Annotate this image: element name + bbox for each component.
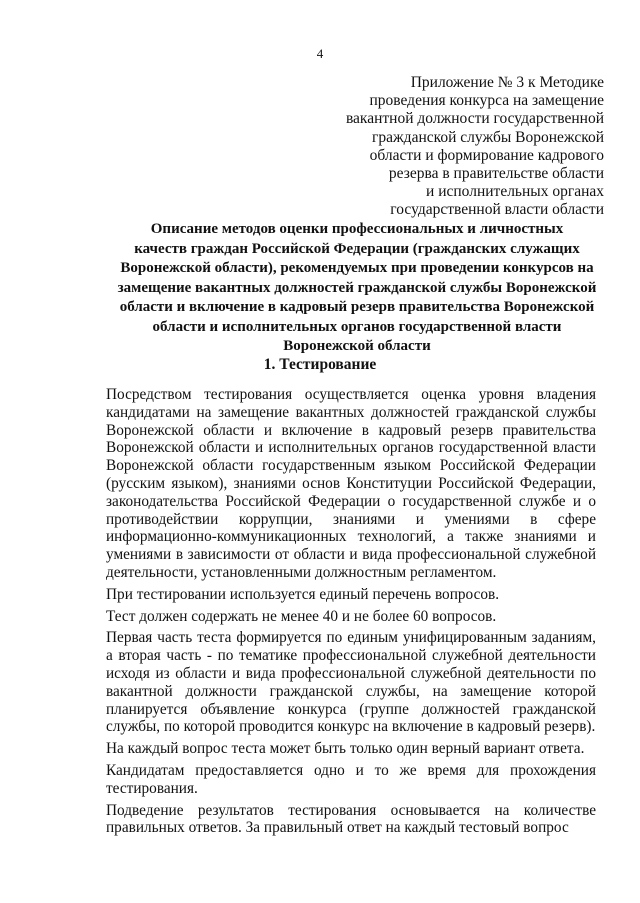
document-title — [100, 220, 614, 357]
appendix-line: гражданской службы Воронежской — [371, 128, 604, 146]
paragraph: Первая часть теста формируется по единым унифицированным заданиям, а вторая часть - по тематике профессиональной служебной деятельности исходя из области и вида профессиональной служебной деятельности по вакантной должности гражданской службы, на замещение которой планируется объявление конкурса (группе должностей гражданской службы, по которой проводится конкурс на включение в кадровый резерв). — [106, 629, 596, 736]
paragraph: При тестировании используется единый перечень вопросов. — [106, 585, 500, 603]
appendix-line: государственной власти области — [390, 201, 604, 219]
paragraph: Подведение результатов тестирования основывается на количестве правильных ответов. За правильный ответ на каждый тестовый вопрос — [106, 801, 596, 837]
appendix-line: области и формирование кадрового — [369, 146, 604, 164]
appendix-line: проведения конкурса на замещение — [369, 92, 604, 110]
title-line: области и исполнительных органов государственной власти — [152, 318, 562, 335]
paragraph: Тест должен содержать не менее 40 и не более 60 вопросов. — [106, 607, 497, 625]
body-text — [106, 386, 596, 841]
page-number: 4 — [316, 46, 324, 61]
paragraph: Кандидатам предоставляется одно и то же время для прохождения тестирования. — [106, 761, 596, 797]
appendix-line: и исполнительных органах — [426, 183, 604, 201]
section-heading: 1. Тестирование — [263, 356, 377, 373]
title-line: Воронежской области), рекомендуемых при проведении конкурсов на — [120, 260, 594, 276]
title-line: замещение вакантных должностей гражданской службы Воронежской — [117, 279, 597, 296]
appendix-reference — [304, 74, 604, 220]
appendix-line: Приложение № 3 к Методике — [410, 74, 604, 91]
title-line: Воронежской области — [283, 338, 431, 354]
title-line: качеств граждан Российской Федерации (гражданских служащих — [134, 240, 580, 257]
appendix-line: вакантной должности государственной — [345, 110, 604, 128]
appendix-line: резерва в правительстве области — [388, 165, 604, 183]
paragraph: Посредством тестирования осуществляется оценка уровня владения кандидатами на замещение вакантных должностей гражданской службы Воронежской области и включение в кадровый резерв правительства Воронежской области и исполнительных органов государственной власти Воронежской области государственным языком Российской Федерации (русским языком), знаниями основ Конституции Российской Федерации, законодательства Российской Федерации о государственной службе и о противодействии коррупции, знаниями и умениями в сфере информационно-коммуникационных технологий, а также знаниями и умениями в зависимости от области и вида профессиональной служебной деятельности, установленными должностным регламентом. — [106, 386, 596, 581]
title-line: области и включение в кадровый резерв правительства Воронежской — [119, 299, 595, 315]
paragraph: На каждый вопрос теста может быть только один верный вариант ответа. — [106, 740, 585, 758]
title-line: Описание методов оценки профессиональных и личностных — [150, 221, 564, 237]
